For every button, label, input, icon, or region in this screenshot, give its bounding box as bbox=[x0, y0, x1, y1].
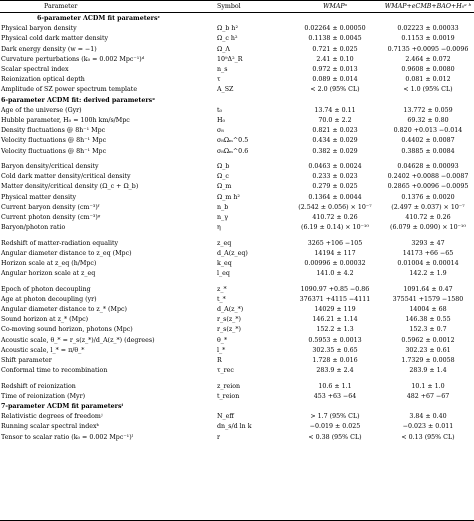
table-row bbox=[0, 24, 474, 33]
table-row bbox=[0, 136, 474, 145]
combined-value-cell: 142.2 ± 1.9 bbox=[409, 270, 447, 278]
table-row bbox=[0, 34, 474, 43]
parameter-cell: Angular horizon scale at z_eq bbox=[1, 270, 96, 278]
parameter-cell: Age of the universe (Gyr) bbox=[1, 106, 82, 114]
combined-value-cell: 0.081 ± 0.012 bbox=[405, 76, 451, 84]
table-header-rule bbox=[0, 12, 474, 13]
table-row bbox=[0, 85, 474, 94]
parameter-cell: Angular diameter distance to z_eq (Mpc) bbox=[1, 249, 132, 257]
section-title: 6-parameter ΛCDM fit: derived parametersᵉ bbox=[1, 96, 155, 104]
wmap-value-cell: 0.382 ± 0.029 bbox=[312, 147, 358, 155]
wmap-value-cell: < 2.0 (95% CL) bbox=[310, 86, 360, 94]
table-row bbox=[0, 382, 474, 391]
symbol-cell: l_* bbox=[217, 346, 226, 354]
table-row bbox=[0, 172, 474, 181]
parameter-cell: Redshift of reionization bbox=[1, 382, 76, 390]
symbol-cell: Ω_c h² bbox=[217, 35, 238, 43]
table-row bbox=[0, 366, 474, 375]
table-row bbox=[0, 422, 474, 431]
table-row bbox=[0, 412, 474, 421]
combined-value-cell: 0.04628 ± 0.00093 bbox=[397, 163, 459, 170]
parameter-cell: Acoustic scale, θ_* = r_s(z_*)/d_A(z_*) (degrees) bbox=[1, 336, 155, 344]
parameter-cell: Baryon/photon ratio bbox=[1, 224, 66, 232]
parameter-cell: Curvature perturbations (k₀ = 0.002 Mpc⁻¹)ᵈ bbox=[1, 55, 145, 63]
table-row bbox=[0, 249, 474, 258]
table-row bbox=[0, 106, 474, 115]
wmap-value-cell: 0.1364 ± 0.0044 bbox=[308, 193, 362, 201]
combined-value-cell: 302.23 ± 0.61 bbox=[405, 346, 451, 354]
parameter-cell: Relativistic degrees of freedomʲ bbox=[1, 413, 103, 421]
wmap-value-cell: 283.9 ± 2.4 bbox=[316, 367, 354, 375]
combined-value-cell: 0.3885 ± 0.0084 bbox=[401, 147, 455, 155]
parameter-cell: Current baryon density (cm⁻³)ᶠ bbox=[1, 203, 100, 211]
combined-value-cell: 0.4402 ± 0.0087 bbox=[401, 137, 455, 145]
symbol-cell: N_eff bbox=[217, 413, 234, 421]
table-row bbox=[0, 259, 474, 268]
combined-value-cell: 482 +67 −67 bbox=[406, 392, 450, 400]
symbol-cell: θ_* bbox=[217, 336, 228, 344]
wmap-value-cell: 0.434 ± 0.029 bbox=[312, 137, 358, 145]
symbol-cell: z_eq bbox=[217, 239, 232, 247]
symbol-cell: t₀ bbox=[217, 106, 223, 114]
section-heading bbox=[0, 402, 474, 411]
wmap-value-cell: 376371 +4115 −4111 bbox=[299, 295, 371, 303]
wmap-value-cell: > 1.7 (95% CL) bbox=[310, 413, 360, 421]
combined-value-cell: 0.01004 ± 0.00014 bbox=[397, 260, 459, 267]
combined-value-cell: < 1.0 (95% CL) bbox=[403, 86, 453, 94]
table-row bbox=[0, 239, 474, 248]
symbol-cell: Ω_b h² bbox=[217, 25, 238, 33]
wmap-value-cell: 14194 ± 117 bbox=[314, 249, 356, 257]
parameter-cell: Cold dark matter density/critical density bbox=[1, 173, 131, 181]
combined-value-cell: 0.1153 ± 0.0019 bbox=[401, 35, 455, 43]
combined-value-cell: 410.72 ± 0.26 bbox=[405, 214, 451, 221]
combined-value-cell: 152.3 ± 0.7 bbox=[409, 326, 447, 334]
table-row bbox=[0, 126, 474, 135]
parameter-cell: Physical cold dark matter density bbox=[1, 35, 109, 43]
table-row bbox=[0, 65, 474, 74]
symbol-cell: η bbox=[217, 224, 221, 232]
combined-value-cell: 1091.64 ± 0.47 bbox=[403, 285, 453, 293]
wmap-value-cell: 0.1138 ± 0.0045 bbox=[308, 35, 362, 43]
table-row bbox=[0, 433, 474, 442]
symbol-cell: Ω_m bbox=[217, 183, 232, 191]
combined-value-cell: 0.7135 +0.0095 −0.0096 bbox=[387, 45, 469, 53]
parameter-cell: Shift parameter bbox=[1, 357, 52, 364]
parameter-cell: Redshift of matter-radiation equality bbox=[1, 239, 119, 247]
table-row bbox=[0, 75, 474, 84]
table-header-row bbox=[0, 2, 474, 11]
table-row bbox=[0, 223, 474, 232]
combined-value-cell: 0.2402 +0.0088 −0.0087 bbox=[387, 173, 469, 181]
table-row bbox=[0, 55, 474, 64]
parameter-cell: Velocity fluctuations @ 8h⁻¹ Mpc bbox=[1, 147, 107, 155]
table-row bbox=[0, 315, 474, 324]
column-header-wmap: WMAPᵃ bbox=[322, 3, 348, 10]
wmap-value-cell: 0.821 ± 0.023 bbox=[312, 127, 358, 135]
symbol-cell: H₀ bbox=[217, 117, 226, 124]
table-row bbox=[0, 147, 474, 156]
combined-value-cell: 14173 +66 −65 bbox=[402, 249, 454, 257]
table-row bbox=[0, 346, 474, 355]
combined-value-cell: 0.820 +0.013 −0.014 bbox=[393, 127, 463, 135]
combined-value-cell: 146.38 ± 0.55 bbox=[405, 316, 451, 324]
parameter-cell: Co-moving sound horizon, photons (Mpc) bbox=[1, 326, 133, 334]
wmap-value-cell: 0.279 ± 0.025 bbox=[312, 183, 358, 191]
symbol-cell: n_s bbox=[217, 66, 228, 73]
table-row bbox=[0, 213, 474, 222]
parameter-cell: Angular diameter distance to z_* (Mpc) bbox=[1, 306, 127, 313]
symbol-cell: z_reion bbox=[217, 382, 241, 390]
table-row bbox=[0, 203, 474, 212]
symbol-cell: τ_rec bbox=[217, 367, 234, 375]
table-row bbox=[0, 45, 474, 54]
wmap-value-cell: 2.41 ± 0.10 bbox=[316, 55, 354, 63]
wmap-value-cell: 0.02264 ± 0.00050 bbox=[304, 25, 366, 33]
column-header-parameter: Parameter bbox=[44, 3, 78, 10]
wmap-value-cell: 410.72 ± 0.26 bbox=[312, 214, 358, 221]
table-row bbox=[0, 325, 474, 334]
section-heading bbox=[0, 14, 474, 23]
symbol-cell: A_SZ bbox=[217, 86, 234, 94]
combined-value-cell: 10.1 ± 1.0 bbox=[411, 382, 445, 390]
parameter-cell: Scalar spectral index bbox=[1, 66, 69, 73]
wmap-value-cell: 14029 ± 119 bbox=[314, 306, 356, 313]
symbol-cell: n_γ bbox=[217, 214, 228, 221]
combined-value-cell: < 0.13 (95% CL) bbox=[401, 433, 455, 441]
combined-value-cell: 375541 +1579 −1580 bbox=[392, 295, 464, 303]
wmap-value-cell: 10.6 ± 1.1 bbox=[318, 382, 352, 390]
column-header-combined: WMAP+eCMB+BAO+H₀ᵃ ᵇ bbox=[384, 3, 472, 10]
wmap-value-cell: 0.089 ± 0.014 bbox=[312, 76, 358, 84]
symbol-cell: Ω_Λ bbox=[217, 45, 230, 53]
wmap-value-cell: 0.233 ± 0.023 bbox=[312, 173, 358, 181]
symbol-cell: σ₈Ωₘ^0.6 bbox=[217, 147, 249, 155]
combined-value-cell: 0.2865 +0.0096 −0.0095 bbox=[387, 183, 469, 191]
section-title: 7-parameter ΛCDM fit parametersⁱ bbox=[1, 403, 124, 410]
table-row bbox=[0, 285, 474, 294]
symbol-cell: t_reion bbox=[217, 392, 240, 400]
parameter-cell: Dark energy density (w = −1) bbox=[1, 45, 97, 53]
parameter-cell: Age at photon decoupling (yr) bbox=[1, 295, 97, 303]
combined-value-cell: 3.84 ± 0.40 bbox=[409, 413, 447, 421]
parameter-cell: Acoustic scale, l_* = π/θ_* bbox=[1, 346, 85, 354]
parameter-cell: Matter density/critical density (Ω_c + Ω_b) bbox=[1, 183, 139, 191]
combined-value-cell: 13.772 ± 0.059 bbox=[403, 106, 453, 114]
table-row bbox=[0, 392, 474, 401]
wmap-value-cell: 0.00996 ± 0.00032 bbox=[304, 260, 366, 267]
wmap-value-cell: 302.35 ± 0.65 bbox=[312, 346, 358, 354]
parameter-cell: Epoch of photon decoupling bbox=[1, 285, 91, 293]
parameter-cell: Velocity fluctuations @ 8h⁻¹ Mpc bbox=[1, 137, 107, 145]
wmap-value-cell: 152.2 ± 1.3 bbox=[316, 326, 354, 334]
parameter-cell: Running scalar spectral indexᵏ bbox=[1, 423, 99, 431]
table-row bbox=[0, 295, 474, 304]
wmap-value-cell: 1090.97 +0.85 −0.86 bbox=[300, 285, 370, 293]
combined-value-cell: 3293 ± 47 bbox=[411, 239, 445, 247]
wmap-value-cell: 141.0 ± 4.2 bbox=[316, 270, 354, 278]
wmap-value-cell: (2.542 ± 0.056) × 10⁻⁷ bbox=[298, 203, 372, 211]
parameter-cell: Sound horizon at z_* (Mpc) bbox=[1, 316, 89, 324]
wmap-value-cell: 0.0463 ± 0.0024 bbox=[308, 163, 362, 170]
combined-value-cell: 283.9 ± 1.4 bbox=[409, 367, 447, 375]
symbol-cell: Ω_b bbox=[217, 163, 230, 170]
section-heading bbox=[0, 96, 474, 105]
table-row bbox=[0, 162, 474, 171]
table-top-rule bbox=[0, 0, 474, 1]
parameter-cell: Horizon scale at z_eq (h/Mpc) bbox=[1, 260, 97, 267]
wmap-value-cell: < 0.38 (95% CL) bbox=[308, 433, 362, 441]
parameter-cell: Physical baryon density bbox=[1, 25, 77, 33]
combined-value-cell: 2.464 ± 0.072 bbox=[405, 55, 451, 63]
wmap-value-cell: 1.728 ± 0.016 bbox=[312, 357, 358, 364]
wmap-value-cell: 0.972 ± 0.013 bbox=[312, 66, 358, 73]
wmap-value-cell: (6.19 ± 0.14) × 10⁻¹⁰ bbox=[301, 224, 369, 232]
combined-value-cell: (2.497 ± 0.037) × 10⁻⁷ bbox=[391, 203, 465, 211]
symbol-cell: R bbox=[217, 357, 222, 364]
parameter-cell: Time of reionization (Myr) bbox=[1, 392, 86, 400]
parameter-cell: Reionization optical depth bbox=[1, 76, 85, 84]
combined-value-cell: 0.5962 ± 0.0012 bbox=[401, 336, 455, 344]
combined-value-cell: 0.9608 ± 0.0080 bbox=[401, 66, 455, 73]
symbol-cell: dn_s/d ln k bbox=[217, 423, 252, 431]
section-title: 6-parameter ΛCDM fit parametersᶜ bbox=[37, 15, 161, 22]
combined-value-cell: 1.7329 ± 0.0058 bbox=[401, 357, 455, 364]
parameter-cell: Hubble parameter, H₀ = 100h km/s/Mpc bbox=[1, 117, 130, 124]
parameter-cell: Density fluctuations @ 8h⁻¹ Mpc bbox=[1, 127, 106, 135]
combined-value-cell: −0.023 ± 0.011 bbox=[402, 423, 454, 431]
wmap-value-cell: 0.5953 ± 0.0013 bbox=[308, 336, 362, 344]
symbol-cell: σ₈ bbox=[217, 127, 224, 135]
combined-value-cell: 69.32 ± 0.80 bbox=[407, 117, 449, 124]
wmap-value-cell: 3265 +106 −105 bbox=[307, 239, 363, 247]
symbol-cell: Ω_c bbox=[217, 173, 229, 181]
symbol-cell: r_s(z_*) bbox=[217, 326, 241, 334]
symbol-cell: Ω_m h² bbox=[217, 193, 240, 201]
combined-value-cell: 0.1376 ± 0.0020 bbox=[401, 193, 455, 201]
table-row bbox=[0, 305, 474, 314]
symbol-cell: r bbox=[217, 433, 221, 441]
table-row bbox=[0, 269, 474, 278]
symbol-cell: d_A(z_eq) bbox=[217, 249, 248, 257]
wmap-value-cell: 70.0 ± 2.2 bbox=[318, 117, 352, 124]
combined-value-cell: 14004 ± 68 bbox=[409, 306, 447, 313]
symbol-cell: d_A(z_*) bbox=[217, 306, 244, 313]
table-row bbox=[0, 193, 474, 202]
symbol-cell: l_eq bbox=[217, 270, 230, 278]
wmap-value-cell: 13.74 ± 0.11 bbox=[314, 106, 356, 114]
column-header-symbol: Symbol bbox=[217, 3, 241, 10]
parameter-cell: Current photon density (cm⁻³)ᵍ bbox=[1, 214, 101, 221]
table-row bbox=[0, 182, 474, 191]
symbol-cell: 10⁹Δ²_R bbox=[217, 55, 243, 63]
parameter-cell: Baryon density/critical density bbox=[1, 163, 99, 170]
combined-value-cell: (6.079 ± 0.090) × 10⁻¹⁰ bbox=[390, 224, 466, 232]
wmap-value-cell: −0.019 ± 0.025 bbox=[309, 423, 361, 431]
parameter-cell: Amplitude of SZ power spectrum template bbox=[1, 86, 138, 94]
parameter-cell: Physical matter density bbox=[1, 193, 77, 201]
table-row bbox=[0, 116, 474, 125]
symbol-cell: σ₈Ωₘ^0.5 bbox=[217, 137, 249, 145]
table-row bbox=[0, 356, 474, 365]
symbol-cell: z_* bbox=[217, 285, 227, 293]
parameter-cell: Tensor to scalar ratio (k₀ = 0.002 Mpc⁻¹)ˡ bbox=[1, 433, 134, 441]
wmap-value-cell: 0.721 ± 0.025 bbox=[312, 45, 358, 53]
parameter-cell: Conformal time to recombination bbox=[1, 367, 108, 375]
wmap-value-cell: 146.21 ± 1.14 bbox=[312, 316, 358, 324]
combined-value-cell: 0.02223 ± 0.00033 bbox=[397, 25, 459, 33]
wmap-value-cell: 453 +63 −64 bbox=[313, 392, 357, 400]
symbol-cell: t_* bbox=[217, 295, 226, 303]
table-row bbox=[0, 336, 474, 345]
symbol-cell: k_eq bbox=[217, 260, 232, 267]
symbol-cell: n_b bbox=[217, 203, 229, 211]
symbol-cell: τ bbox=[217, 76, 221, 84]
symbol-cell: r_s(z_*) bbox=[217, 316, 241, 324]
